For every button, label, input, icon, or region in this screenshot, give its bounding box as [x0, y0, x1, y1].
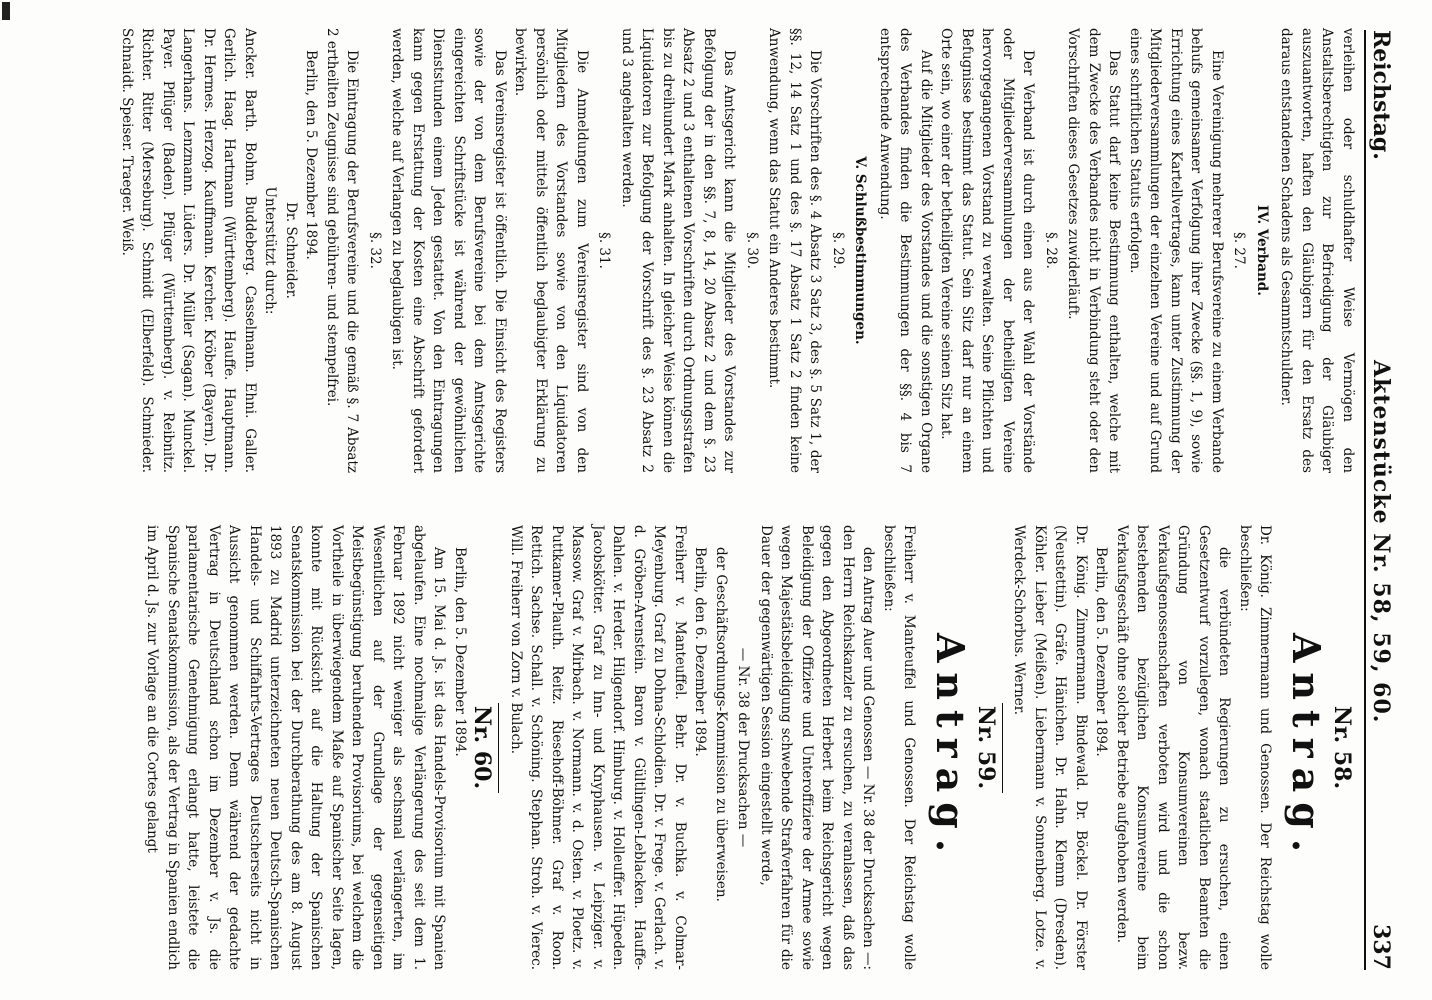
paragraph-31-heading: §. 31. [596, 232, 613, 269]
header-title: Aktenstücke Nr. 58, 59, 60. [1368, 360, 1394, 724]
nr-60-date: Berlin, den 5. Dezember 1894. [452, 547, 468, 757]
place-date: Berlin, den 5. Dezember 1894. [303, 50, 320, 260]
antrag-58-text: die verbündeten Regierungen zu ersuchen, einen Gesetzentwurf vorzulegen, wonach staatlichen Beamten die Gründung von Konsumvereinen bezw. Verkaufsgenossenschaften verboten wird und die schon bestehenden bezüglichen Konsumvereine beim Verkaufsgeschäft ohne solcher Betriebe aufgehoben werden. [1114, 525, 1233, 970]
paragraph-31-text-2: Das Vereinsregister ist öffentlich. Die Einsicht des Registers sowie der von dem Berufsvereine bei dem Amtsgerichte eingereichten Schriftstücke ist während der gewöhnlichen Dienststunden einem Jeden gestattet. Von den Eintragungen kann gegen Erstattung der Kosten eine Abschrift gefordert werden, welche auf Verlangen zu beglaubigen ist. [389, 28, 508, 473]
section-v-title: V. Schlußbestimmungen. [852, 156, 869, 345]
divider [1002, 703, 1003, 793]
antrag-59-text-2: der Geschäftsordnungs-Kommission zu überweisen. [713, 547, 729, 902]
section-iv-title: IV. Verband. [1254, 205, 1270, 296]
paragraph-32-text: Die Eintragung der Berufsvereine und die gemäß §. 7 Absatz 2 ertheilten Zeugnisse sind gebühren- und stempelfrei. [324, 28, 361, 473]
antrag-58-intro: Dr. König. Zimmermann und Genossen. Der Reichstag wolle beschließen: [1237, 525, 1274, 970]
paragraph-31-text: Die Anmeldungen zum Vereinsregister sind von den Mitgliedern des Vorstandes sowie von den Liquidatoren persönlich oder mittels öffentlich beglaubigter Erklärung zu bewirken. [512, 28, 590, 473]
paragraph-27-heading: §. 27. [1231, 232, 1248, 269]
edge-mark [2, 2, 10, 20]
divider [499, 703, 500, 793]
nr-58-heading: Nr. 58. [1329, 705, 1355, 790]
nr-60-text: Am 15. Mai d. Js. ist das Handels-Provisorium mit Spanien abgelaufen. Eine nochmalige Verlängerung des seit dem 1. Februar 1892 nicht weniger als sechsmal verlängerten, im Wesentlichen auf der Grundlage der gegenseitigen Meistbegünstigung beruhenden Provisoriums, bei welchem die Vortheile in überwiegendem Maße auf Spanischer Seite lagen, konnte mit Rücksicht auf die Haltung der Spanischen Senatskommission bei der Durchberathung des am 8. August 1893 zu Madrid unterzeichneten neuen Deutsch-Spanischen Handels- und Schiffahrts-Vertrages Deutscherseits nicht in Aussicht genommen werden. Denn während der gedachte Vertrag in Deutschland schon im Dezember v. Js. die parlamentarische Genehmigung erlangt hatte, leistete die Spanische Senatskommission, als der Vertrag in Spanien endlich im April d. Js. zur Vorlage an die Cortes gelangt [144, 525, 448, 970]
paragraph-29-heading: §. 29. [830, 232, 846, 269]
antrag-59-signatories: Freiherr v. Manteuffel. Behr. Dr. v. Buchka. v. Colmar-Meyenburg. Graf zu Dohna-Schlodien. Dr. v. Frege. v. Gerlach. v. d. Gröben-Arenstein. Baron v. Gültlingen-Leblacken. Hauffe-Dahlen. v. Herder. Hilgendorf. Himburg. v. Holleuffer. Hüpeden. Jacobskötter. Graf zu Inn- und Knyphausen. v. Leipziger. v. Massow. Graf v. Mirbach. v. Normann. v. d. Osten. v. Ploetz. v. Puttkamer-Plauth. Reitz. Riesehoff-Böhmer. Graf v. Roon. Rettich. Sachse. Schall. v. Schöning. Stephan. Stroh. v. Vierec. Will. Freiherr von Zorn v. Bulach. [508, 525, 688, 970]
antrag-58-title: Antrag. [1284, 632, 1330, 863]
paragraph-30-heading: §. 30. [744, 232, 760, 269]
antrag-59-date: Berlin, den 6. Dezember 1894. [692, 547, 709, 757]
signer: Dr. Schneider. [283, 202, 299, 299]
paragraph-32-heading: §. 32. [367, 232, 383, 269]
header-left: Reichstag. [1368, 30, 1394, 160]
antrag-59-title: Antrag. [928, 632, 974, 863]
paragraph-29-text: Die Vorschriften des §. 4 Absatz 3 Satz 3, des §. 5 Satz 1, der §§. 12, 14 Satz 1 und des §. 17 Absatz 1 Satz 2 finden keine Anwendung, wenn das Statut ein Anderes bestimmt. [766, 28, 824, 473]
nr-60-heading: Nr. 60. [469, 705, 496, 790]
paragraph-28-text-2: Auf die Mitglieder des Vorstandes und die sonstigen Organe des Verbandes finden die Bestimmungen der §§. 4 bis 7 entsprechende Anwendung. [877, 28, 934, 473]
rotated-document [10, 0, 1410, 1000]
antrag-58-date: Berlin, den 5. Dezember 1894. [1093, 547, 1110, 757]
antrag-59-text: den Antrag Auer und Genossen — Nr. 38 der Drucksachen —: den Herrn Reichskanzler zu ersuchen, zu veranlassen, daß das gegen den Abgeordneten Herbert beim Reichsgericht wegen Beleidigung der Offiziere und Unteroffiziere der Armee sowie wegen Majestätsbeleidigung schwebende Strafverfahren für die Dauer der gegenwärtigen Session eingestellt werde, [758, 525, 877, 970]
digitization-credit [1412, 20, 1430, 980]
supported-by: Unterstützt durch: [262, 186, 279, 315]
antrag-58-signatories: Dr. König. Zimmermann. Bindewald. Dr. Böckel. Dr. Förster (Neustettin). Gräfe. Hänichen. Dr. Hahn. Klemm (Dresden). Köhler. Lieber (Meißen). Liebermann v. Sonnenberg. Lotze. v. Werdeck-Schorbus. Werner. [1011, 525, 1089, 970]
intro-paragraph: verleihen oder schuldhafter Weise Vermögen den Anstaltsberechtigten zur Befriedigung der Gläubiger auszuantworten, haften den Gläubigern für den Ersatz des daraus entstandenen Schadens als Gesammtschuldner. [1278, 28, 1356, 473]
paragraph-30-text: Das Amtsgericht kann die Mitglieder des Vorstandes zur Befolgung der in den §§. 7, 8, 14, 20 Absatz 2 und dem §. 23 Absatz 2 und 3 enthaltenen Vorschriften durch Ordnungsstrafen bis zu dreihundert Mark anhalten. In gleicher Weise können die Liquidatoren zur Befolgung der Vorschrift des §. 23 Absatz 2 und 3 angehalten werden. [619, 28, 738, 473]
paragraph-27-text-2: Das Statut darf keine Bestimmung enthalten, welche mit dem Zwecke des Verbandes nicht in Verbindung steht oder den Vorschriften dieses Gesetzes zuwiderläuft. [1065, 28, 1123, 473]
nr-59-heading: Nr. 59. [973, 705, 999, 790]
paragraph-28-heading: §. 28. [1043, 232, 1059, 269]
antrag-59-intro: Freiherr v. Manteuffel und Genossen. Der Reichstag wolle beschließen: [881, 525, 918, 970]
antrag-59-reference: — Nr. 38 der Drucksachen — [735, 647, 752, 848]
supporter-names: Ancker. Barth. Bohm. Buddeberg. Casselmann. Ehni. Galler. Gerlich. Haag. Hartmann (Württemberg). Hauffe. Hauptmann. Dr. Hermes. Herzog. Kauffmann. Kercher. Kröber (Bayern). Dr. Langerhans. Lenzmann. Lüders. Dr. Müller (Sagan). Munckel. Payer. Pflüger (Baden). Pflüger (Württemberg). v. Reibnitz. Richter. Ritter (Merseburg). Schmidt (Elberfeld). Schmieder. Schnaidt. Speiser. Traeger. Weiß. [119, 28, 258, 473]
right-column [142, 525, 1358, 970]
paragraph-27-text: Eine Vereinigung mehrerer Berufsvereine zu einem Verbande behufs gemeinsamer Verfolgung ihrer Zwecke (§§. 1, 9), sowie Errichtung eines Kartellvertrages, kann unter Zustimmung der Mitgliederversammlungen der einzelnen Vereine und auf Grund eines schriftlichen Statuts erfolgen. [1127, 28, 1225, 473]
page-number: 337 [1368, 924, 1394, 970]
paragraph-28-text: Der Verband ist durch einen aus der Wahl der Vorstände oder Mitgliederversammlungen der betheiligten Vereine hervorgegangenen Vorstand zu verwalten. Seine Pflichten und Befugnisse bestimmt das Statut. Sein Sitz darf nur an einem Orte sein, wo einer der betheiligten Vereine seinen Sitz hat. [938, 28, 1037, 473]
left-column [117, 28, 1359, 473]
page-header [1364, 30, 1396, 970]
